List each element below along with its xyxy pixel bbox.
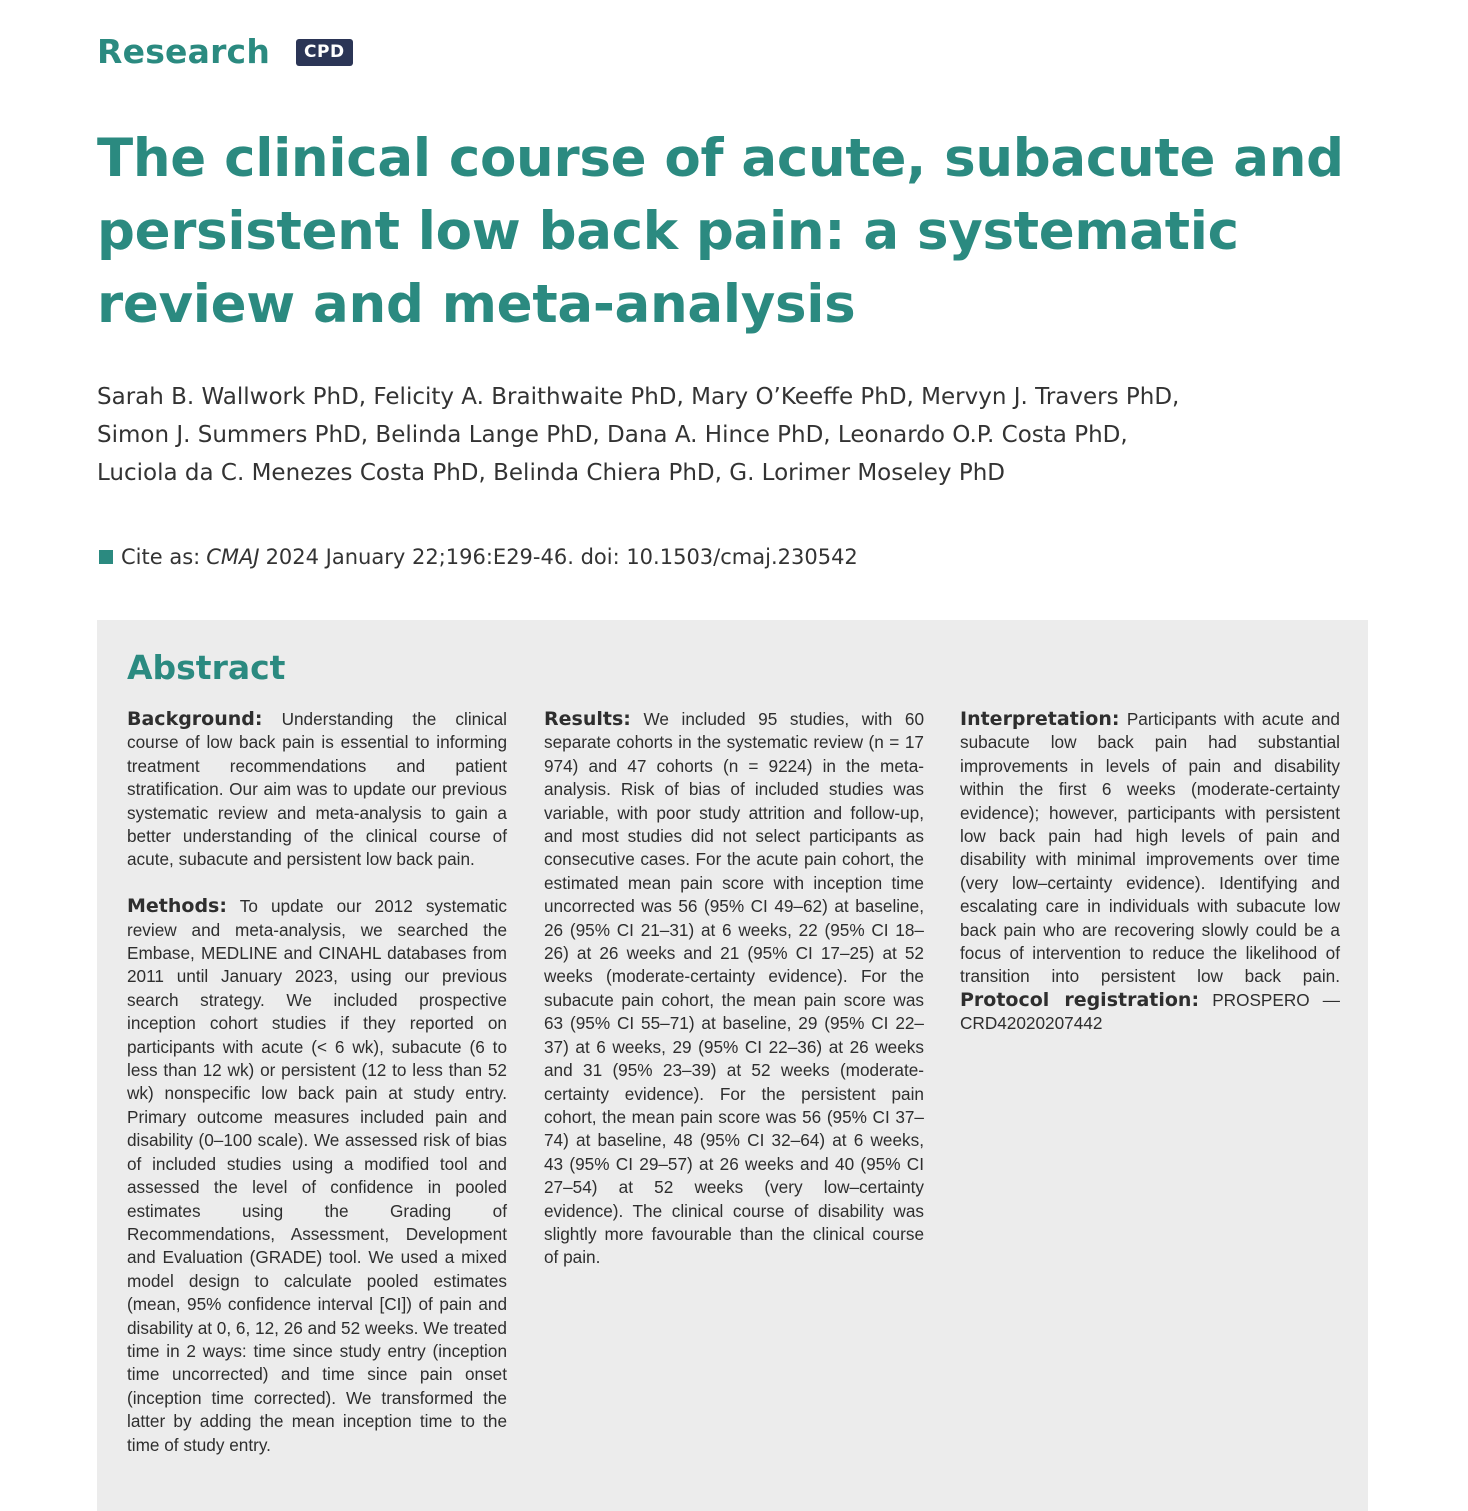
section-header (97, 32, 353, 71)
registration-text: PROSPERO — CRD42020207442 (960, 989, 1340, 1034)
background-text: Understanding the clinical course of low back pain is essential to informing treatment recommendations and patient stratification. Our aim was to update our previous systematic review and meta-analysis to gain a better understanding of the clinical course of acute, subacute and persistent low back pain. (127, 709, 507, 870)
author-list (97, 378, 1377, 492)
abstract-panel (97, 620, 1368, 1511)
citation (99, 545, 858, 569)
article-title: The clinical course of acute, subacute and persistent low back pain: a systematic review and meta-analysis (97, 128, 1344, 335)
interpretation-label: Interpretation: (960, 708, 1120, 730)
bullet-square-icon (99, 550, 113, 564)
section-label: Research (97, 32, 271, 71)
cpd-badge: CPD (296, 39, 353, 66)
citation-details: 2024 January 22;196:E29-46. doi: 10.1503/cmaj.230542 (265, 545, 858, 569)
abstract-heading: Abstract (127, 648, 286, 687)
citation-journal: CMAJ (206, 545, 260, 569)
results-paragraph (544, 708, 924, 1270)
results-text: We included 95 studies, with 60 separate cohorts in the systematic review (n = 17 974) and 47 cohorts (n = 9224) in the meta-analysis. Risk of bias of included studies was variable, with poor study attrition and follow-up, and most studies did not select participants as consecutive cases. For the acute pain cohort, the estimated mean pain score with inception time uncorrected was 56 (95% CI 49–62) at baseline, 26 (95% CI 21–31) at 6 weeks, 22 (95% CI 18–26) at 26 weeks and 21 (95% CI 17–25) at 52 weeks (moderate-certainty evidence). For the subacute pain cohort, the mean pain score was 63 (95% CI 55–71) at baseline, 29 (95% CI 22–37) at 6 weeks, 29 (95% CI 22–36) at 26 weeks and 31 (95% 23–39) at 52 weeks (moderate-certainty evidence). For the persistent pain cohort, the mean pain score was 56 (95% CI 37–74) at baseline, 48 (95% CI 32–64) at 6 weeks, 43 (95% CI 29–57) at 26 weeks and 40 (95% CI 27–54) at 52 weeks (very low–certainty evidence). The clinical course of disability was slightly more favourable than the clinical course of pain. (544, 709, 925, 1268)
registration-label: Protocol registration: (960, 988, 1200, 1011)
author-line: Luciola da C. Menezes Costa PhD, Belinda Chiera PhD, G. Lorimer Moseley PhD (97, 460, 1006, 486)
methods-label: Methods: (127, 895, 227, 918)
background-paragraph (127, 708, 507, 872)
results-label: Results: (544, 708, 631, 730)
abstract-column-2 (544, 708, 924, 1293)
citation-prefix: Cite as: (121, 545, 201, 569)
methods-paragraph (127, 895, 507, 1457)
methods-text: To update our 2012 systematic review and meta-analysis, we searched the Embase, MEDLINE and CINAHL databases from 2011 until January 2023, using our previous search strategy. We included prospective inception cohort studies if they reported on participants with acute (< 6 wk), subacute (6 to less than 12 wk) or persistent (12 to less than 52 wk) nonspecific low back pain at study entry. Primary outcome measures included pain and disability (0–100 scale). We assessed risk of bias of included studies using a modified tool and assessed the level of confidence in pooled estimates using the Grading of Recommendations, Assessment, Development and Evaluation (GRADE) tool. We used a mixed model design to calculate pooled estimates (mean, 95% confidence interval [CI]) of pain and disability at 0, 6, 12, 26 and 52 weeks. We treated time in 2 ways: time since study entry (inception time uncorrected) and time since pain onset (inception time corrected). We transformed the latter by adding the mean inception time to the time of study entry. (127, 896, 507, 1455)
author-line: Simon J. Summers PhD, Belinda Lange PhD, Dana A. Hince PhD, Leonardo O.P. Costa PhD, (97, 422, 1128, 448)
interpretation-text: Participants with acute and subacute low back pain had substantial improvements in levels of pain and disability within the first 6 weeks (moderate-certainty evidence); however, participants with persistent low back pain had high levels of pain and disability with minimal improvements over time (very low–certainty evidence). Identifying and escalating care in individuals with subacute low back pain who are recovering slowly could be a focus of intervention to reduce the likelihood of transition into persistent low back pain. (960, 709, 1340, 987)
background-label: Background: (127, 708, 263, 730)
interpretation-paragraph (960, 708, 1340, 1036)
abstract-column-1 (127, 708, 507, 1480)
author-line: Sarah B. Wallwork PhD, Felicity A. Braithwaite PhD, Mary O’Keeffe PhD, Mervyn J. Travers PhD, (97, 384, 1180, 410)
abstract-column-3 (960, 708, 1340, 1059)
